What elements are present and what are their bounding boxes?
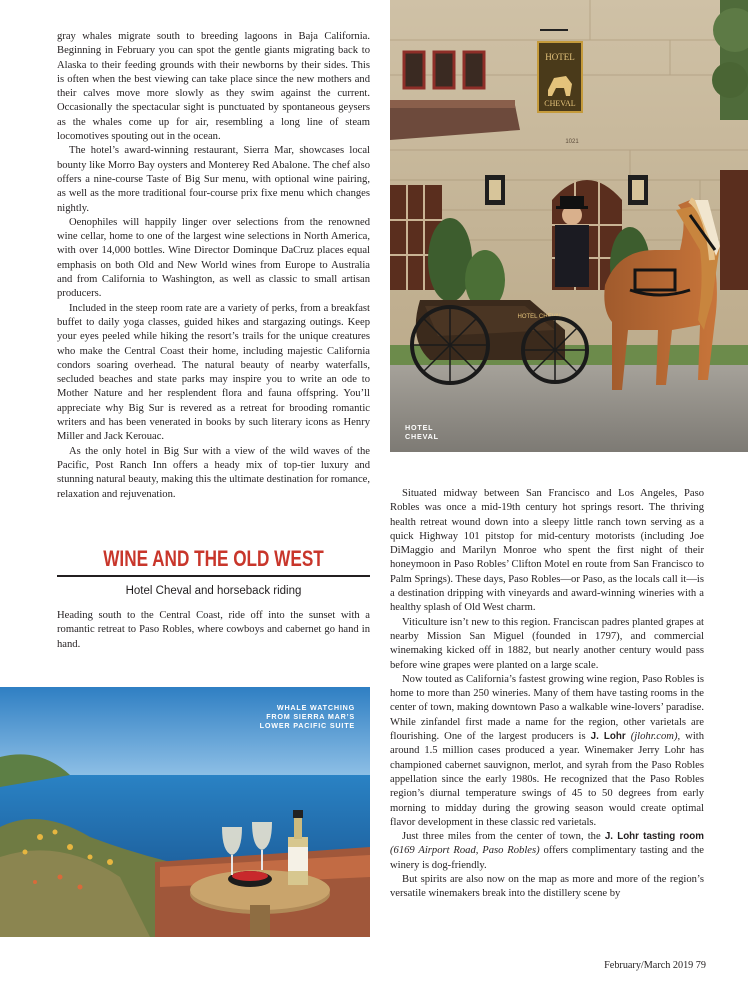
paragraph: Situated midway between San Francisco and Los Angeles, Paso Robles was once a mid-19th century hot springs resort. The thriving health retreat wound down into a sleepy little ranch town serving as a quick Highway 101 pitstop for mid-century motorists (including Joe DiMaggio and Marilyn Monroe who spent the first night of their honeymoon in Paso Robles’ Clifton Motel en route from San Francisco to Palm Springs). These days, Paso Robles—or Paso, as the locals call it—is a destination dripping with vineyards and award-winning wineries with a healthy splash of Old West charm. <box>390 488 704 614</box>
whale-watching-photo <box>0 687 370 937</box>
paragraph: gray whales migrate south to breeding lagoons in Baja California. Beginning in February you can spot the gentle giants migrating back to Alaska to their feeding grounds with their newborns by their sides. This is often when the best viewing can take place since the new mothers and their calves move more slowly as they swim against the current. Occasionally the spectacular sight is punctuated by spontaneous geysers as the whales come up for air, resembling a long line of steam locomotives spouting out in the ocean. <box>57 31 370 143</box>
intro-paragraph: Heading south to the Central Coast, ride off into the sunset with a romantic retreat to Paso Robles, where cowboys and cabernet go hand in hand. <box>57 610 370 650</box>
left-column-text <box>57 30 370 502</box>
section-title: WINE AND THE OLD WEST <box>103 546 324 571</box>
paragraph: The hotel’s award-winning restaurant, Sierra Mar, showcases local bounty like Morro Bay oysters and Monterey Red Abalone. The chef also offers a nine-course Taste of Big Sur menu, with optional wine pairing, as well as the more traditional four-course prix fixe menu which changes nightly. <box>57 145 370 214</box>
text-run: with around 1.5 million cases produced a year. Winemaker Jerry Lohr has championed cabernet sauvignon, merlot, and syrah from the Paso Robles appellation since the early 1980s. He recognized that the Paso Robles region’s diurnal temperature swings of 45 to 50 degrees from early morning to midday during the growing season would create optimal flavor development in these classic red varietals. <box>390 731 704 828</box>
caption-line: LOWER PACIFIC SUITE <box>259 721 355 730</box>
winery-name: J. Lohr <box>590 731 626 743</box>
caption-line: CHEVAL <box>405 432 439 441</box>
address-number: 1021 <box>565 139 579 145</box>
winery-url: (jlohr.com), <box>630 731 681 743</box>
sign-text: HOTEL <box>545 52 575 62</box>
paragraph: Included in the steep room rate are a variety of perks, from a breakfast buffet to daily yoga classes, guided hikes and stargazing outings. Keep your eyes peeled while hiking the resort’s trails for the unique creatures who make the Central Coast their home, including majestic California condors soaring overhead. The natural beauty of nearby waterfalls, secluded beaches and state parks may inspire you to write an ode to Mother Nature and her resplendent flora and fauna offspring. You’ll appreciate why Big Sur is revered as a retreat for brooding romantic writers and has been venerated in books by such literary icons as Henry Miller and Jack Kerouac. <box>57 302 370 443</box>
paragraph: But spirits are also now on the map as more and more of the region’s versatile winemakers break into the distillery scene by <box>390 874 704 900</box>
section-subtitle: Hotel Cheval and horseback riding <box>125 585 302 597</box>
tasting-room-address: (6169 Airport Road, Paso Robles) <box>390 845 540 857</box>
page-folio: February/March 2019 79 <box>604 960 706 971</box>
section-rule <box>57 575 370 577</box>
paragraph <box>390 673 704 830</box>
whale-watching-illustration <box>0 687 370 937</box>
paragraph <box>390 830 704 873</box>
hotel-cheval-illustration <box>390 0 748 452</box>
right-column-text <box>390 487 704 902</box>
paragraph: Oenophiles will happily linger over selections from the renowned wine cellar, home to one of the largest wine selections in North America, with over 14,000 bottles. Wine Director Dominque DaCruz places equal emphasis on both Old and New World wines from Europe to Australia and from California to Washington, as well as classic to small artisan producers. <box>57 216 370 300</box>
sign-text: CHEVAL <box>544 99 576 108</box>
tasting-room-name: J. Lohr tasting room <box>604 831 704 843</box>
caption-line: WHALE WATCHING <box>276 703 355 712</box>
text-run: offers complimentary tasting and the winery is dog-friendly. <box>390 845 705 871</box>
hotel-cheval-photo <box>390 0 748 452</box>
paragraph: As the only hotel in Big Sur with a view of the wild waves of the Pacific, Post Ranch Inn offers a heady mix of top-tier luxury and stunning natural beauty, making this the ultimate destination for romance, relaxation and rejuvenation. <box>57 445 370 500</box>
caption-line: FROM SIERRA MAR’S <box>266 712 355 721</box>
caption-line: HOTEL <box>405 423 434 432</box>
carriage-text: HOTEL CHEVAL <box>517 314 563 320</box>
section-heading <box>57 546 370 599</box>
text-run: Now touted as California’s fastest growing wine region, Paso Robles is home to more than 250 wineries. Many of them have tasting rooms in the center of town, making downtown Paso a walkable wine-lovers’ paradise. While zinfandel first made a name for the region, other varietals are flourishing. One of the largest producers is <box>390 673 704 743</box>
paragraph: Viticulture isn’t new to this region. Franciscan padres planted grapes at nearby Mission San Miguel (founded in 1797), and commercial winemaking kicked off in 1882, but nearly another century would pass before wine grapes were planted on a large scale. <box>390 616 704 671</box>
section-intro <box>57 609 370 652</box>
text-run: Just three miles from the center of town, the <box>402 831 605 843</box>
